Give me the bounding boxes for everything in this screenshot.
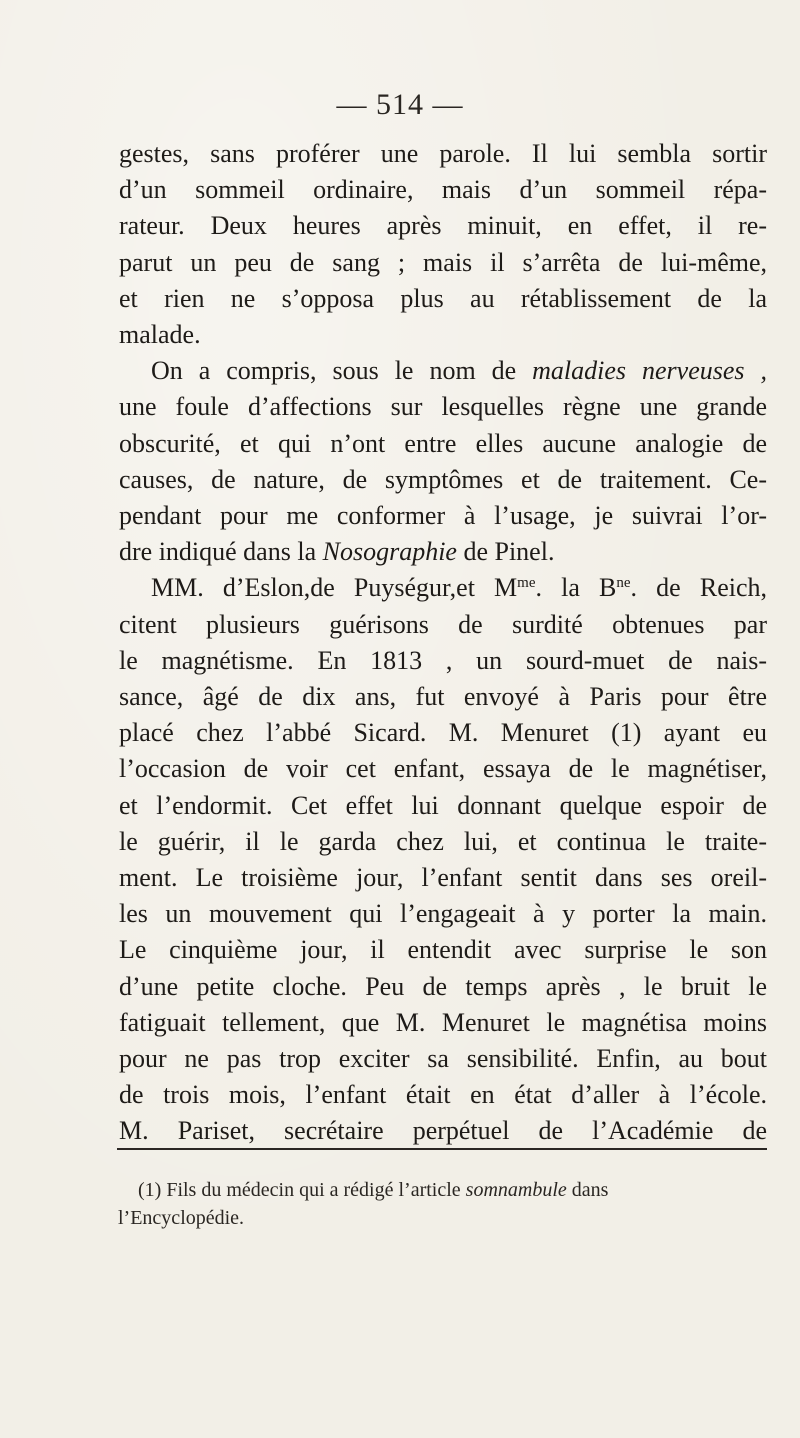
footnote-line: l’Encyclopédie.	[118, 1207, 245, 1229]
text-line: placé chez l’abbé Sicard. M. Menuret (1) ayant eu	[119, 718, 767, 748]
text-line: ment. Le troisième jour, l’enfant sentit dans ses oreil-	[119, 863, 767, 893]
text-line: de trois mois, l’enfant était en état d’aller à l’école.	[119, 1080, 767, 1110]
text-line: citent plusieurs guérisons de surdité obtenues par	[119, 609, 767, 639]
text-line: malade.	[119, 320, 201, 350]
text-run: dre indiqué dans la	[119, 537, 323, 567]
text-line	[119, 353, 767, 389]
text-line: et rien ne s’opposa plus au rétablissement de la	[119, 283, 767, 313]
text-line: le guérir, il le garda chez lui, et continua le traite-	[119, 826, 767, 856]
text-run: MM. d’Eslon,de Puységur,et M	[151, 573, 518, 603]
text-line	[119, 570, 767, 606]
text-run: (1) Fils du médecin qui a rédigé l’article	[138, 1179, 466, 1201]
text-run: de Pinel.	[456, 537, 555, 567]
italic-term: somnambule	[465, 1179, 567, 1201]
text-line: sance, âgé de dix ans, fut envoyé à Paris pour être	[119, 682, 767, 712]
text-run: On a compris, sous le nom de	[151, 356, 533, 386]
footnote	[118, 1176, 768, 1232]
text-run: . de Reich,	[630, 573, 767, 603]
text-line: Le cinquième jour, il entendit avec surprise le son	[119, 935, 767, 965]
text-line: rateur. Deux heures après minuit, en effet, il re-	[119, 211, 767, 241]
text-line: le magnétisme. En 1813 , un sourd-muet de nais-	[119, 645, 767, 675]
text-run: dans	[566, 1179, 609, 1201]
text-line: gestes, sans proférer une parole. Il lui sembla sortir	[119, 139, 767, 168]
text-line: M. Pariset, secrétaire perpétuel de l’Académie de	[119, 1116, 767, 1146]
text-line: d’une petite cloche. Peu de temps après , le bruit le	[119, 971, 767, 1001]
text-line	[119, 534, 767, 570]
body-text	[119, 136, 767, 1150]
footnote-divider	[117, 1148, 767, 1150]
text-line: et l’endormit. Cet effet lui donnant quelque espoir de	[119, 790, 767, 820]
footnote-line	[138, 1176, 768, 1204]
page-number: — 514 —	[336, 88, 464, 121]
text-line: fatiguait tellement, que M. Menuret le magnétisa moins	[119, 1007, 767, 1037]
superscript: me	[517, 575, 536, 592]
superscript: ne	[616, 575, 631, 592]
text-line: pendant pour me conformer à l’usage, je suivrai l’or-	[119, 501, 767, 531]
text-line: d’un sommeil ordinaire, mais d’un sommeil répa-	[119, 175, 767, 205]
text-line: une foule d’affections sur lesquelles règne une grande	[119, 392, 767, 422]
text-run: . la B	[535, 573, 617, 603]
italic-term: maladies nerveuses ,	[532, 356, 767, 386]
text-line: l’occasion de voir cet enfant, essaya de le magnétiser,	[119, 754, 767, 784]
text-line: causes, de nature, de symptômes et de traitement. Ce-	[119, 464, 767, 494]
text-line: obscurité, et qui n’ont entre elles aucune analogie de	[119, 428, 767, 458]
italic-term: Nosographie	[322, 537, 457, 567]
text-line: pour ne pas trop exciter sa sensibilité. Enfin, au bout	[119, 1044, 767, 1074]
text-line: les un mouvement qui l’engageait à y porter la main.	[119, 899, 767, 929]
text-line: parut un peu de sang ; mais il s’arrêta de lui-même,	[119, 247, 767, 277]
